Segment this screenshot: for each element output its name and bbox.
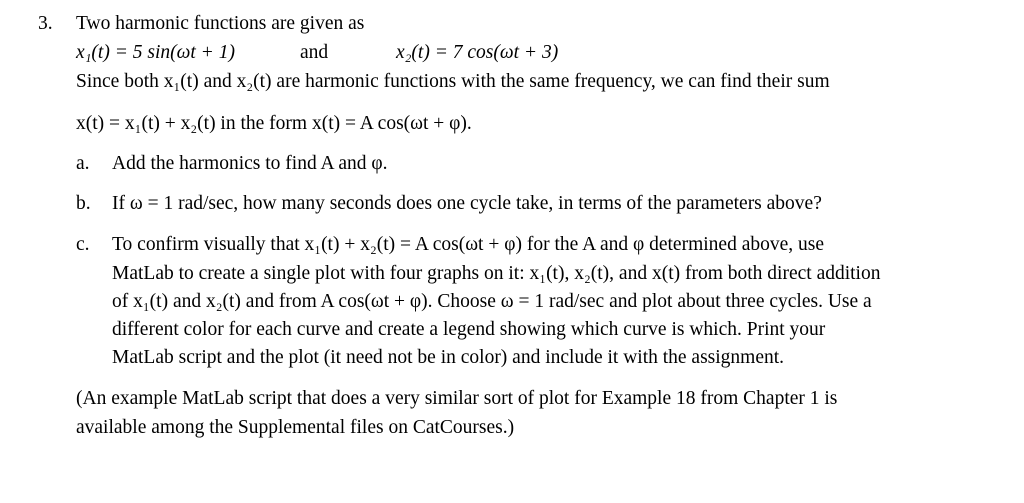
sum-form-equation: x(t) = x₁(t) + x₂(t) in the form x(t) = A cos(ωt + φ). [76, 113, 472, 134]
part-c-line-2: MatLab to create a single plot with four graphs on it: x₁(t), x₂(t), and x(t) from both direct addition [112, 263, 881, 284]
part-c-line-5: MatLab script and the plot (it need not be in color) and include it with the assignment. [112, 347, 785, 368]
part-c-line-3: of x₁(t) and x₂(t) and from A cos(ωt + φ). Choose ω = 1 rad/sec and plot about three cycles. Use a [112, 291, 872, 312]
part-c-line-4: different color for each curve and create a legend showing which curve is which. Print your [112, 319, 826, 340]
equation-and: and [300, 42, 329, 63]
part-b-label: b. [76, 193, 91, 214]
problem-intro: Two harmonic functions are given as [76, 13, 365, 34]
since-sentence: Since both x₁(t) and x₂(t) are harmonic functions with the same frequency, we can find their sum [76, 71, 830, 92]
part-a-label: a. [76, 153, 90, 174]
part-a-text: Add the harmonics to find A and φ. [112, 153, 388, 174]
equation-x2: x₂(t) = 7 cos(ωt + 3) [396, 42, 559, 63]
part-b-text: If ω = 1 rad/sec, how many seconds does one cycle take, in terms of the parameters above? [112, 193, 822, 214]
problem-number: 3. [38, 13, 53, 34]
part-c-label: c. [76, 234, 90, 255]
equation-x1: x₁(t) = 5 sin(ωt + 1) [76, 42, 235, 63]
note-line-1: (An example MatLab script that does a very similar sort of plot for Example 18 from Chapter 1 is [76, 388, 838, 409]
note-line-2: available among the Supplemental files on CatCourses.) [76, 417, 515, 438]
part-c-line-1: To confirm visually that x₁(t) + x₂(t) = A cos(ωt + φ) for the A and φ determined above, use [112, 234, 824, 255]
